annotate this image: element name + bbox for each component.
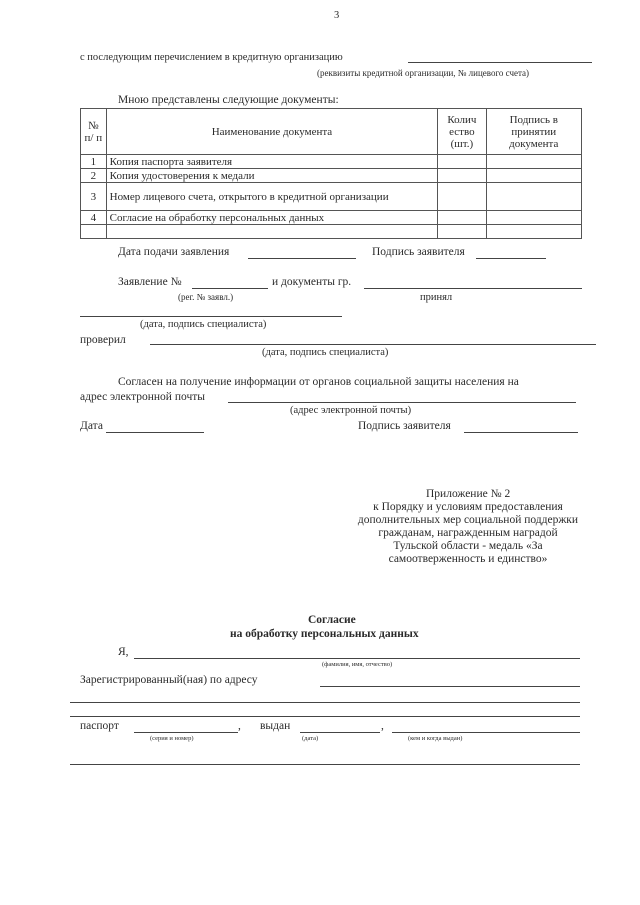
page-number: 3 [334, 10, 340, 21]
table-row [81, 211, 582, 225]
applicant-signature-label: Подпись заявителя [372, 246, 465, 258]
comma-2: , [381, 720, 384, 732]
date-label: Дата [80, 420, 103, 432]
email-field[interactable] [228, 402, 576, 403]
checked-specialist-field[interactable] [150, 344, 596, 345]
accepted-specialist-field[interactable] [80, 316, 342, 317]
table-row [81, 183, 582, 211]
appendix-line: к Порядку и условиям предоставления [373, 501, 563, 513]
statement-label: Заявление № [118, 276, 182, 288]
documents-table [80, 108, 582, 239]
row-qty [438, 225, 486, 239]
statement-number-field[interactable] [192, 288, 268, 289]
header-name: Наименование документа [106, 109, 438, 155]
header-num: № п/ п [81, 109, 107, 155]
submit-date-label: Дата подачи заявления [118, 246, 230, 258]
row-qty [438, 211, 486, 225]
specialist-caption-2: (дата, подпись специалиста) [262, 347, 389, 358]
specialist-caption-1: (дата, подпись специалиста) [140, 319, 267, 330]
table-header-row [81, 109, 582, 155]
transfer-line-text: с последующим перечислением в кредитную организацию [80, 52, 343, 63]
checked-label: проверил [80, 334, 126, 346]
appendix-title: Приложение № 2 [426, 488, 511, 500]
row-qty [438, 155, 486, 169]
docs-intro: Мною представлены следующие документы: [118, 94, 339, 106]
i-label: Я, [118, 646, 129, 658]
table-row [81, 225, 582, 239]
series-caption: (серия и номер) [150, 735, 194, 742]
row-name: Согласие на обработку персональных данных [106, 211, 438, 225]
applicant-signature-field[interactable] [476, 258, 546, 259]
appendix-text [340, 501, 596, 566]
applicant-signature-field-2[interactable] [464, 432, 578, 433]
passport-number-field[interactable] [134, 732, 238, 733]
issuer-caption: (кем и когда выдан) [408, 735, 463, 742]
comma-1: , [238, 720, 241, 732]
transfer-field-line [408, 62, 592, 63]
address-field-1[interactable] [320, 686, 580, 687]
accepted-label: принял [420, 292, 453, 303]
issuer-field-2[interactable] [70, 764, 580, 765]
consent-title: Согласие [308, 614, 356, 626]
header-qty: Колич ество (шт.) [438, 109, 486, 155]
header-sign: Подпись в принятии документа [486, 109, 582, 155]
appendix-line: Тульской области - медаль «За [393, 540, 543, 552]
appendix-line: дополнительных мер социальной поддержки [357, 514, 579, 526]
row-num: 3 [81, 183, 107, 211]
consent-subtitle: на обработку персональных данных [230, 628, 419, 640]
row-sign [486, 155, 582, 169]
documents-label: и документы гр. [272, 276, 352, 288]
fio-field[interactable] [134, 658, 580, 659]
row-sign [486, 183, 582, 211]
row-qty [438, 169, 486, 183]
row-name: Копия паспорта заявителя [106, 155, 438, 169]
row-num [81, 225, 107, 239]
issuer-field[interactable] [392, 732, 580, 733]
row-sign [486, 211, 582, 225]
fio-caption: (фамилия, имя, отчество) [322, 661, 393, 668]
citizen-name-field[interactable] [364, 288, 582, 289]
date-caption: (дата) [302, 735, 319, 742]
registered-label: Зарегистрированный(ная) по адресу [80, 674, 258, 686]
row-num: 4 [81, 211, 107, 225]
consent-info-line1: Согласен на получение информации от органов социальной защиты населения на [118, 376, 519, 388]
email-caption: (адрес электронной почты) [290, 405, 412, 416]
row-num: 1 [81, 155, 107, 169]
row-num: 2 [81, 169, 107, 183]
consent-info-line2: адрес электронной почты [80, 391, 205, 403]
table-row [81, 155, 582, 169]
row-name [106, 225, 438, 239]
row-name: Копия удостоверения к медали [106, 169, 438, 183]
reg-caption: (рег. № заявл.) [178, 292, 234, 302]
applicant-signature-label-2: Подпись заявителя [358, 420, 451, 432]
appendix-line: самоотверженность и единство» [388, 553, 548, 565]
issue-date-field[interactable] [300, 732, 380, 733]
table-row [81, 169, 582, 183]
row-sign [486, 169, 582, 183]
transfer-caption: (реквизиты кредитной организации, № лицевого счета) [317, 68, 530, 78]
row-sign [486, 225, 582, 239]
issued-label: выдан [260, 720, 291, 732]
date-field[interactable] [106, 432, 204, 433]
submit-date-field[interactable] [248, 258, 356, 259]
row-qty [438, 183, 486, 211]
address-field-2[interactable] [70, 702, 580, 703]
row-name: Номер лицевого счета, открытого в кредитной организации [106, 183, 438, 211]
appendix-line: гражданам, награжденным наградой [378, 527, 558, 539]
passport-label: паспорт [80, 720, 119, 732]
address-field-3[interactable] [70, 716, 580, 717]
